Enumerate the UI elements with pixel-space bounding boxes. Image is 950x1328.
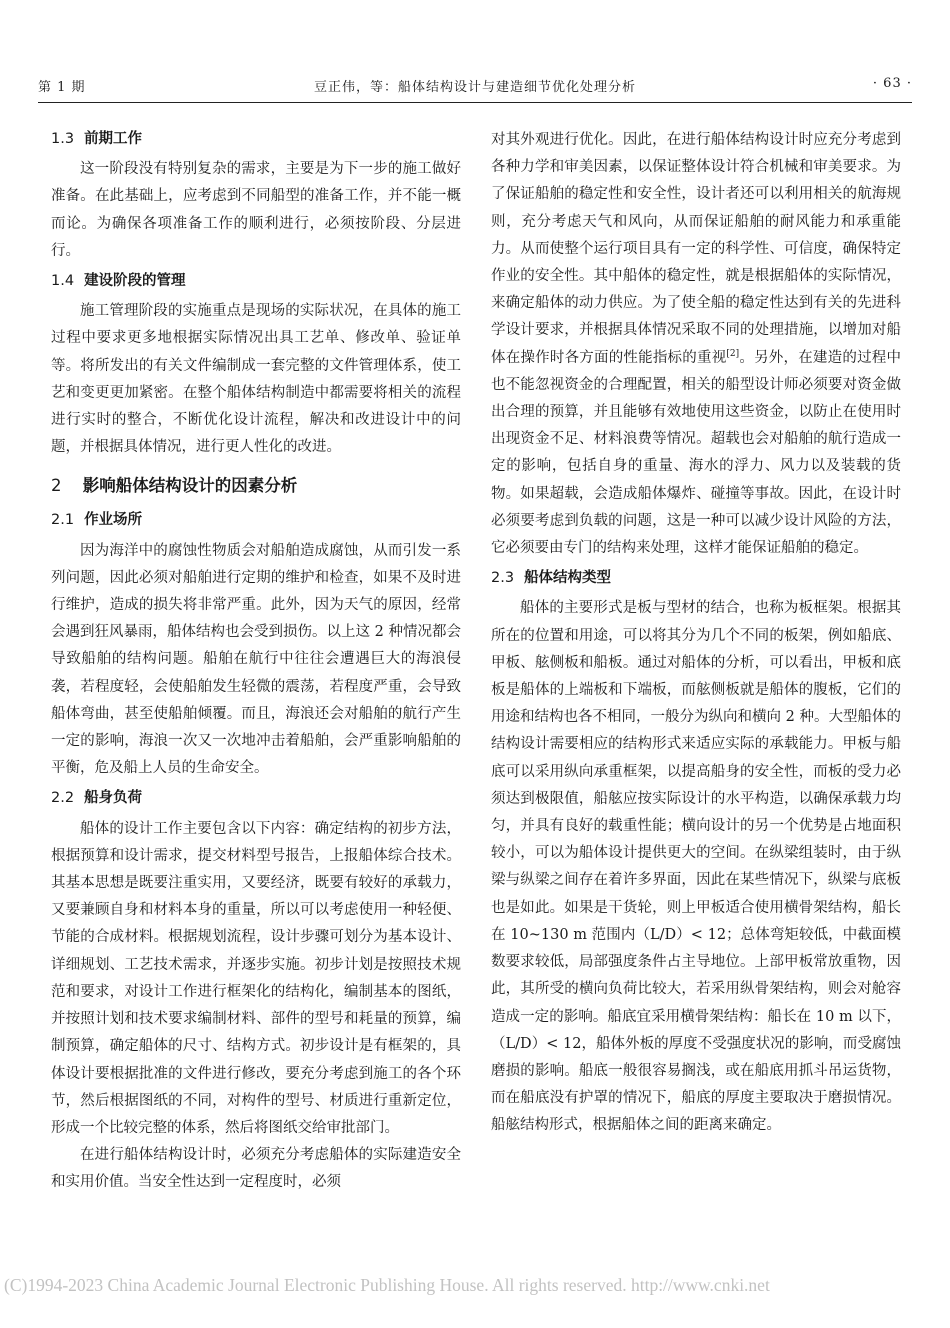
paragraph-text: 。另外，在建造的过程中也不能忽视资金的合理配置，相关的船型设计师必须要对资金做出合理的预算，并且能够有效地使用这些资金，以防止在使用时出现资金不足、材料浪费等情况。超载也会对船舶的航行造成一定的影响，包括自身的重量、海水的浮力、风力以及装载的货物。如果超载，会造成船体爆炸、碰撞等事故。因此，在设计时必须要考虑到负载的问题，这是一种可以减少设计风险的方法，它必须要由专门的结构来处理，这样才能保证船舶的稳定。 bbox=[491, 349, 901, 557]
section-heading-1-4 bbox=[51, 268, 461, 295]
section-number: 1.4 bbox=[51, 273, 75, 290]
section-title: 作业场所 bbox=[84, 512, 143, 529]
section-title: 影响船体结构设计的因素分析 bbox=[82, 476, 298, 496]
left-column bbox=[51, 123, 461, 1197]
running-title: 豆正伟，等：船体结构设计与建造细节优化处理分析 bbox=[313, 80, 636, 95]
section-heading-2-1 bbox=[51, 507, 461, 534]
paragraph: 在进行船体结构设计时，必须充分考虑船体的实际建造安全和实用价值。当安全性达到一定程度时，必须 bbox=[51, 1147, 461, 1191]
citation-ref: [2] bbox=[726, 348, 740, 359]
section-heading-1-3 bbox=[51, 126, 461, 153]
section-heading-2 bbox=[51, 471, 461, 501]
right-column bbox=[491, 127, 901, 1140]
issue-label: 第 1 期 bbox=[38, 80, 86, 95]
header-rule bbox=[38, 102, 912, 103]
section-number: 2.1 bbox=[51, 512, 75, 529]
paragraph: 这一阶段没有特别复杂的需求，主要是为下一步的施工做好准备。在此基础上，应考虑到不同船型的准备工作，并不能一概而论。为确保各项准备工作的顺利进行，必须按阶段、分层进行。 bbox=[51, 161, 461, 259]
paragraph: 因为海洋中的腐蚀性物质会对船舶造成腐蚀，从而引发一系列问题，因此必须对船舶进行定期的维护和检查，如果不及时进行维护，造成的损失将非常严重。此外，因为天气的原因，经常会遇到狂风暴雨，船体结构也会受到损伤。以上这 2 种情况都会导致船舶的结构问题。船舶在航行中往往会遭遇巨大的海浪侵袭，若程度轻，会使船舶发生轻微的震荡，若程度严重，会导致船体弯曲，甚至使船舶倾覆。而且，海浪还会对船舶的航行产生一定的影响，海浪一次又一次地冲击着船舶，会严重影响船舶的平衡，危及船上人员的生命安全。 bbox=[51, 542, 461, 777]
running-header bbox=[38, 70, 912, 98]
section-title: 船体结构类型 bbox=[524, 570, 612, 587]
paragraph: 船体的主要形式是板与型材的结合，也称为板框架。根据其所在的位置和用途，可以将其分为几个不同的板架，例如船底、甲板、舷侧板和船板。通过对船体的分析，可以看出，甲板和底板是船体的上端板和下端板，而舷侧板就是船体的腹板，它们的用途和结构也各不相同，一般分为纵向和横向 2 种。大型船体的结构设计需要相应的结构形式来适应实际的承载能力。甲板与船底可以采用纵向承重框架，以提高船身的安全性，而板的受力必须达到极限值，船舷应按实际设计的水平构造，以确保承载力均匀，并具有良好的载重性能；横向设计的另一个优势是占地面积较小，可以为船体设计提供更大的空间。在纵梁组装时，由于纵梁与纵梁之间存在着许多界面，因此在某些情况下，纵梁与底板也是如此。如果是干货轮，则上甲板适合使用横骨架结构，船长在 10~130 m 范围内（L/D）< 12；总体弯矩较低，中截面模数要求较低，局部强度条件占主导地位。上部甲板常放重物，因此，其所受的横向负荷比较大，若采用纵骨架结构，则会对舱容造成一定的影响。船底宜采用横骨架结构：船长在 10 m 以下，（L/D）< 12，船体外板的厚度不受强度状况的影响，而受腐蚀磨损的影响。船底一般很容易搁浅，或在船底用抓斗吊运货物，而在船底没有护罩的情况下，船底的厚度主要取决于磨损情况。船舷结构形式，根据船体之间的距离来确定。 bbox=[491, 600, 901, 1134]
section-number: 2 bbox=[51, 476, 62, 496]
section-number: 2.3 bbox=[491, 570, 515, 587]
paragraph: 船体的设计工作主要包含以下内容：确定结构的初步方法，根据预算和设计需求，提交材料型号报告，上报船体综合技术。其基本思想是既要注重实用，又要经济，既要有较好的承载力，又要兼顾自身和材料本身的重量，所以可以考虑使用一种轻便、节能的合成材料。根据规划流程，设计步骤可划分为基本设计、详细规划、工艺技术需求，并逐步实施。初步计划是按照技术规范和要求，对设计工作进行框架化的结构化，编制基本的图纸，并按照计划和技术要求编制材料、部件的型号和耗量的预算，编制预算，确定船体的尺寸、结构方式。初步设计是有框架的，具体设计要根据批准的文件进行修改，要充分考虑到施工的各个环节，然后根据图纸的不同，对构件的型号、材质进行重新定位，形成一个比较完整的体系，然后将图纸交给审批部门。 bbox=[51, 820, 461, 1136]
section-number: 2.2 bbox=[51, 790, 75, 807]
copyright-watermark: (C)1994-2023 China Academic Journal Electronic Publishing House. All rights reserved. http://www.cnki.net bbox=[4, 1275, 770, 1295]
paragraph bbox=[491, 127, 901, 562]
section-title: 建设阶段的管理 bbox=[84, 273, 186, 290]
section-number: 1.3 bbox=[51, 131, 75, 147]
paragraph: 施工管理阶段的实施重点是现场的实际状况，在具体的施工过程中要求更多地根据实际情况出具工艺单、修改单、验证单等。将所发出的有关文件编制成一套完整的文件管理体系，使工艺和变更更加紧密。在整个船体结构制造中都需要将相关的流程进行实时的整合，不断优化设计流程，解决和改进设计中的问题，并根据具体情况，进行更人性化的改进。 bbox=[51, 303, 461, 456]
section-title: 船身负荷 bbox=[84, 790, 143, 807]
section-title: 前期工作 bbox=[84, 131, 143, 147]
section-heading-2-3 bbox=[491, 565, 901, 592]
page-number: · 63 · bbox=[872, 76, 912, 91]
paragraph-text: 对其外观进行优化。因此，在进行船体结构设计时应充分考虑到各种力学和审美因素，以保证整体设计符合机械和审美要求。为了保证船舶的稳定性和安全性，设计者还可以利用相关的航海规则，充分考虑天气和风向，从而保证船舶的耐风能力和承重能力。从而使整个运行项目具有一定的科学性、可信度，确保特定作业的安全性。其中船体的稳定性，就是根据船体的实际情况，来确定船体的动力供应。为了使全船的稳定性达到有关的先进科学设计要求，并根据具体情况采取不同的处理措施，以增加对船体在操作时各方面的性能指标的重视 bbox=[491, 132, 901, 366]
section-heading-2-2 bbox=[51, 785, 461, 812]
